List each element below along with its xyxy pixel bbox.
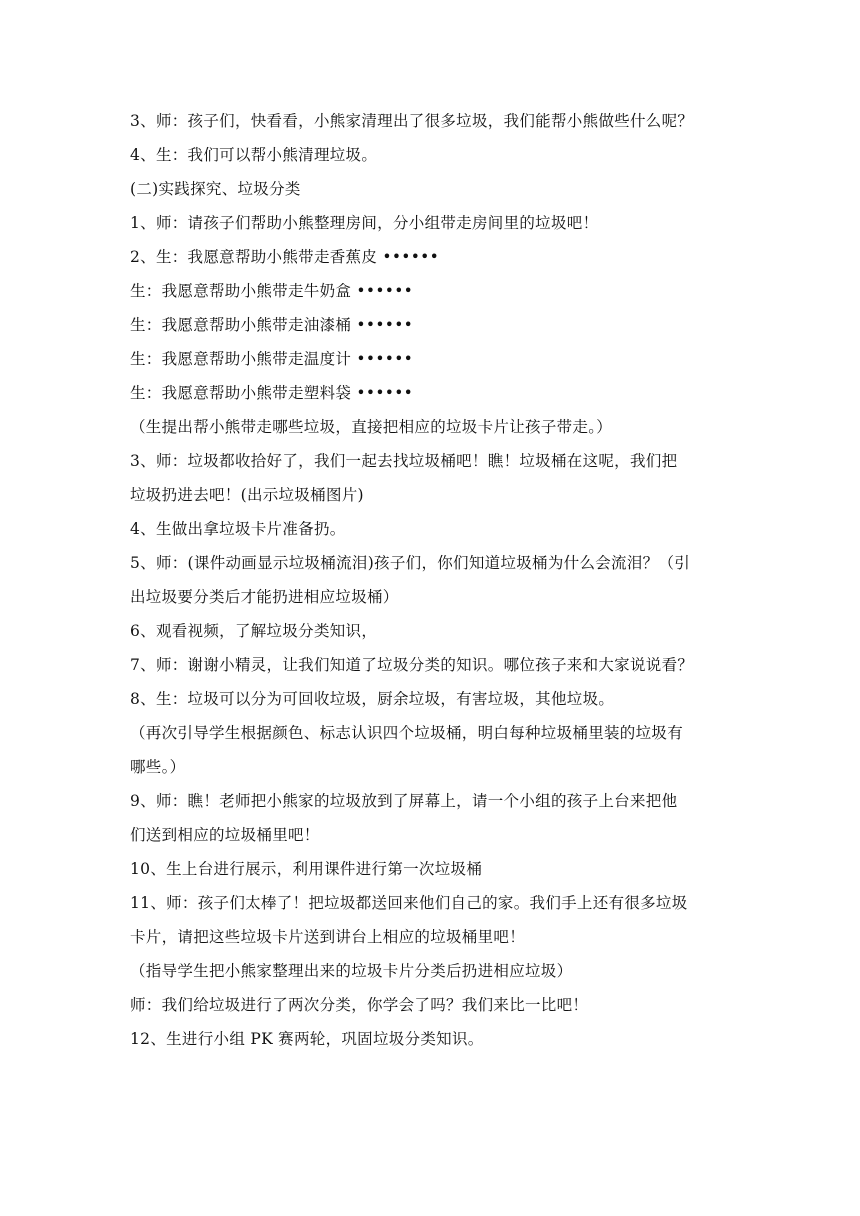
text-line: 3、师：孩子们，快看看，小熊家清理出了很多垃圾，我们能帮小熊做些什么呢？ <box>130 112 694 130</box>
section-heading: (二)实践探究、垃圾分类 <box>130 180 301 198</box>
text-line: 6、观看视频，了解垃圾分类知识， <box>130 622 378 640</box>
text-line: 1、师：请孩子们帮助小熊整理房间，分小组带走房间里的垃圾吧！ <box>130 214 599 232</box>
text-line: 生：我愿意帮助小熊带走塑料袋 •••••• <box>130 384 414 402</box>
text-line: 8、生：垃圾可以分为可回收垃圾，厨余垃圾，有害垃圾，其他垃圾。 <box>130 690 615 708</box>
text-line: 生：我愿意帮助小熊带走温度计 •••••• <box>130 350 414 368</box>
text-line: 出垃圾要分类后才能扔进相应垃圾桶） <box>130 588 399 606</box>
text-line: 10、生上台进行展示，利用课件进行第一次垃圾桶 <box>130 860 483 878</box>
text-line: 9、师：瞧！老师把小熊家的垃圾放到了屏幕上，请一个小组的孩子上台来把他 <box>130 792 678 810</box>
text-line: 5、师：(课件动画显示垃圾桶流泪)孩子们，你们知道垃圾桶为什么会流泪？（引 <box>130 554 691 572</box>
text-line: 4、生做出拿垃圾卡片准备扔。 <box>130 520 346 538</box>
text-line: 4、生：我们可以帮小熊清理垃圾。 <box>130 146 378 164</box>
text-line: 12、生进行小组 PK 赛两轮，巩固垃圾分类知识。 <box>130 1030 484 1048</box>
text-line: 们送到相应的垃圾桶里吧！ <box>130 826 320 844</box>
text-line: （再次引导学生根据颜色、标志认识四个垃圾桶，明白每种垃圾桶里装的垃圾有 <box>130 724 684 742</box>
text-line: 哪些。） <box>130 758 186 776</box>
text-line: 7、师：谢谢小精灵，让我们知道了垃圾分类的知识。哪位孩子来和大家说说看？ <box>130 656 694 674</box>
text-line: 师：我们给垃圾进行了两次分类，你学会了吗？我们来比一比吧！ <box>130 996 589 1014</box>
text-line: 生：我愿意帮助小熊带走油漆桶 •••••• <box>130 316 414 334</box>
text-line: 3、师：垃圾都收拾好了，我们一起去找垃圾桶吧！瞧！垃圾桶在这呢，我们把 <box>130 452 678 470</box>
text-line: 垃圾扔进去吧！(出示垃圾桶图片) <box>130 486 364 504</box>
text-line: 卡片，请把这些垃圾卡片送到讲台上相应的垃圾桶里吧！ <box>130 928 526 946</box>
text-line: 11、师：孩子们太棒了！把垃圾都送回来他们自己的家。我们手上还有很多垃圾 <box>130 894 688 912</box>
text-line: （指导学生把小熊家整理出来的垃圾卡片分类后扔进相应垃圾） <box>130 962 573 980</box>
text-line: 生：我愿意帮助小熊带走牛奶盒 •••••• <box>130 282 414 300</box>
text-line: 2、生：我愿意帮助小熊带走香蕉皮 •••••• <box>130 248 440 266</box>
document-body <box>130 104 736 1056</box>
text-line: （生提出帮小熊带走哪些垃圾，直接把相应的垃圾卡片让孩子带走。） <box>130 418 613 436</box>
